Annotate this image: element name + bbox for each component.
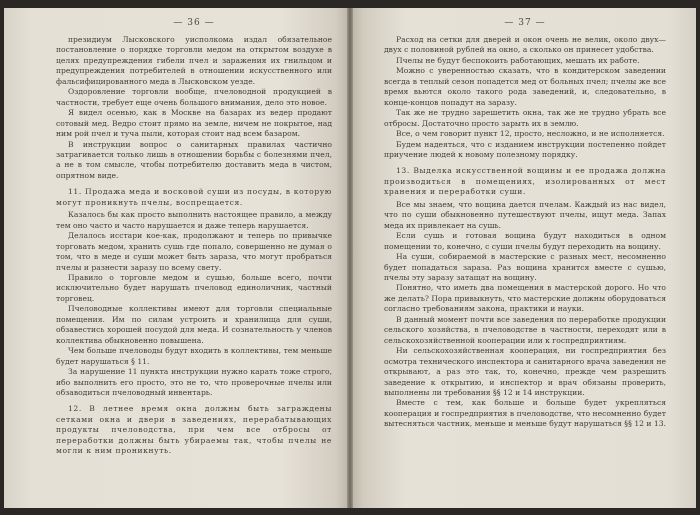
- paragraph: Ни сельскохозяйственная кооперация, ни госпредприятия без осмотра технического инспектора и санитарного врача заведения не открывают, а раз это так, то, конечно, прежде чем разрешить заведение к открытию, и инспектор и врач обязаны проверить, выполнены ли требования §§ 12 и 14 инструкции.: [384, 346, 666, 397]
- paragraph: Я видел осенью, как в Москве на базарах из ведер продают сотовый мед. Ведро стоит прямо на земле, ничем не покрытое, над ним рой пчел и туча пыли, которая стоит над всем базаром.: [56, 108, 332, 139]
- paragraph: Чем больше пчеловоды будут входить в коллективы, тем меньше будет нарушаться § 11.: [56, 346, 332, 366]
- right-page-body: [384, 35, 666, 430]
- paragraph: На суши, собираемой в мастерские с разных мест, несомненно будет попадаться зараза. Раз вощина хранится вместе с сушью, пчелы эту заразу затащат на вощину.: [384, 252, 666, 282]
- paragraph: Пчеловодные коллективы имеют для торговли специальные помещения. Им по силам устроить и хранилища для суши, обзавестись хорошей посудой для меда. И сознательность у членов коллектива обыкновенно повышена.: [56, 304, 332, 345]
- paragraph: президиум Лысковского уисполкома издал обязательное постановление о порядке торговли медом на открытом воздухе в целях предупреждения гибели пчел и заражения их гнильцом и предупреждения потребителей в отношении искусственного или фальсифицированного меда в Лысковском уезде.: [56, 35, 332, 86]
- paragraph: Казалось бы как просто выполнить настоящее правило, а между тем оно часто и часто нарушается и даже теперь нарушается.: [56, 210, 332, 230]
- paragraph: Понятно, что иметь два помещения в мастерской дорого. Но что же делать? Пора привыкнуть, что мастерские должны оборудоваться согласно требованиям закона, практики и науки.: [384, 283, 666, 314]
- paragraph: Так же не трудно зарешетить окна, так же не трудно убрать все отбросы. Достаточно просто зарыть их в землю.: [384, 108, 666, 128]
- paragraph: Правило о торговле медом и сушью, больше всего, почти исключительно будет нарушать пчеловод единоличник, частный торговец.: [56, 272, 332, 303]
- section-heading: 12. В летнее время окна должны быть заграждены сетками окна и двери в заведениях, перерабатывающих продукты пчеловодства, при чем все отбросы от переработки должны быть убираемы так, чтобы пчелы не могли к ним проникнуть.: [56, 404, 332, 456]
- section-heading: 11. Продажа меда и восковой суши из посуды, в которую могут проникнуть пчелы, воспрещается.: [56, 187, 332, 207]
- paragraph: Оздоровление торговли вообще, пчеловодной продукцией в частности, требует еще очень большого внимания, дело это новое.: [56, 87, 332, 107]
- paragraph: Пчелы не будут беспокоить работающих, мешать их работе.: [396, 55, 640, 65]
- left-page: [4, 8, 350, 508]
- paragraph: В данный момент почти все заведения по переработке продукции сельского хозяйства, в пчеловодстве в частности, переходят или в сельскохозяйственной кооперации или к госпредприятиям.: [384, 314, 666, 345]
- book-spread: [4, 8, 696, 508]
- left-page-body: [56, 35, 332, 457]
- paragraph: В инструкции вопрос о санитарных правилах частично затрагивается только лишь в отношении борьбы с болезнями пчел, а не в том смысле, чтобы потребителю доставить меда в чистом, опрятном виде.: [56, 139, 332, 180]
- paragraph: Все, о чем говорит пункт 12, просто, несложно, и не исполняется.: [396, 129, 665, 139]
- paragraph: За нарушение 11 пункта инструкции нужно карать тоже строго, ибо выполнить его просто, это не то, что проверочные пчелы или обзаводиться пчеловодный инвентарь.: [56, 367, 332, 397]
- right-page-number: — 37 —: [504, 18, 546, 28]
- paragraph: Расход на сетки для дверей и окон очень не велик, около двух—двух с половиной рублей на окно, а сколько он принесет удобства.: [384, 35, 666, 55]
- paragraph: Будем надеяться, что с изданием инструкции постепенно пойдет приучение людей к новому полезному порядку.: [384, 139, 666, 159]
- paragraph: Все мы знаем, что вощина дается пчелам. Каждый из нас видел, что по суши обыкновенно путешествуют пчелы, ищут меда. Запах меда их привлекает на сушь.: [384, 199, 666, 230]
- paragraph: Можно с уверенностью сказать, что в кондитерском заведении всегда в теплый сезон попадется мед от больных пчел; пчелы же все время вьются около такого рода заведений, и, следовательно, в конце-концов попадут на заразу.: [384, 66, 666, 107]
- paragraph: Вместе с тем, как больше и больше будет укрепляться кооперация и госпредприятия в пчеловодстве, что несомненно будет вытесняться частник, меньше и меньше будут нарушаться §§ 12 и 13.: [384, 398, 666, 429]
- left-page-number: — 36 —: [173, 18, 215, 28]
- book-gutter: [347, 8, 353, 508]
- paragraph: Если сушь и готовая вощина будут находиться в одном помещении то, конечно, с суши пчелы будут переходить на вощину.: [384, 231, 666, 251]
- paragraph: Делалось исстари кое-как, продолжают и теперь по привычке торговать медом, хранить сушь где попало, совершенно не думая о том, что в меде и суши может быть зараза, что могут пробраться пчелы и разнести заразу по всему свету.: [56, 231, 332, 272]
- section-heading: 13. Выделка искусственной вощины и ее продажа должна производиться в помещениях, изолированных от мест хранения и переработки суши.: [384, 166, 666, 197]
- right-page: [350, 8, 696, 508]
